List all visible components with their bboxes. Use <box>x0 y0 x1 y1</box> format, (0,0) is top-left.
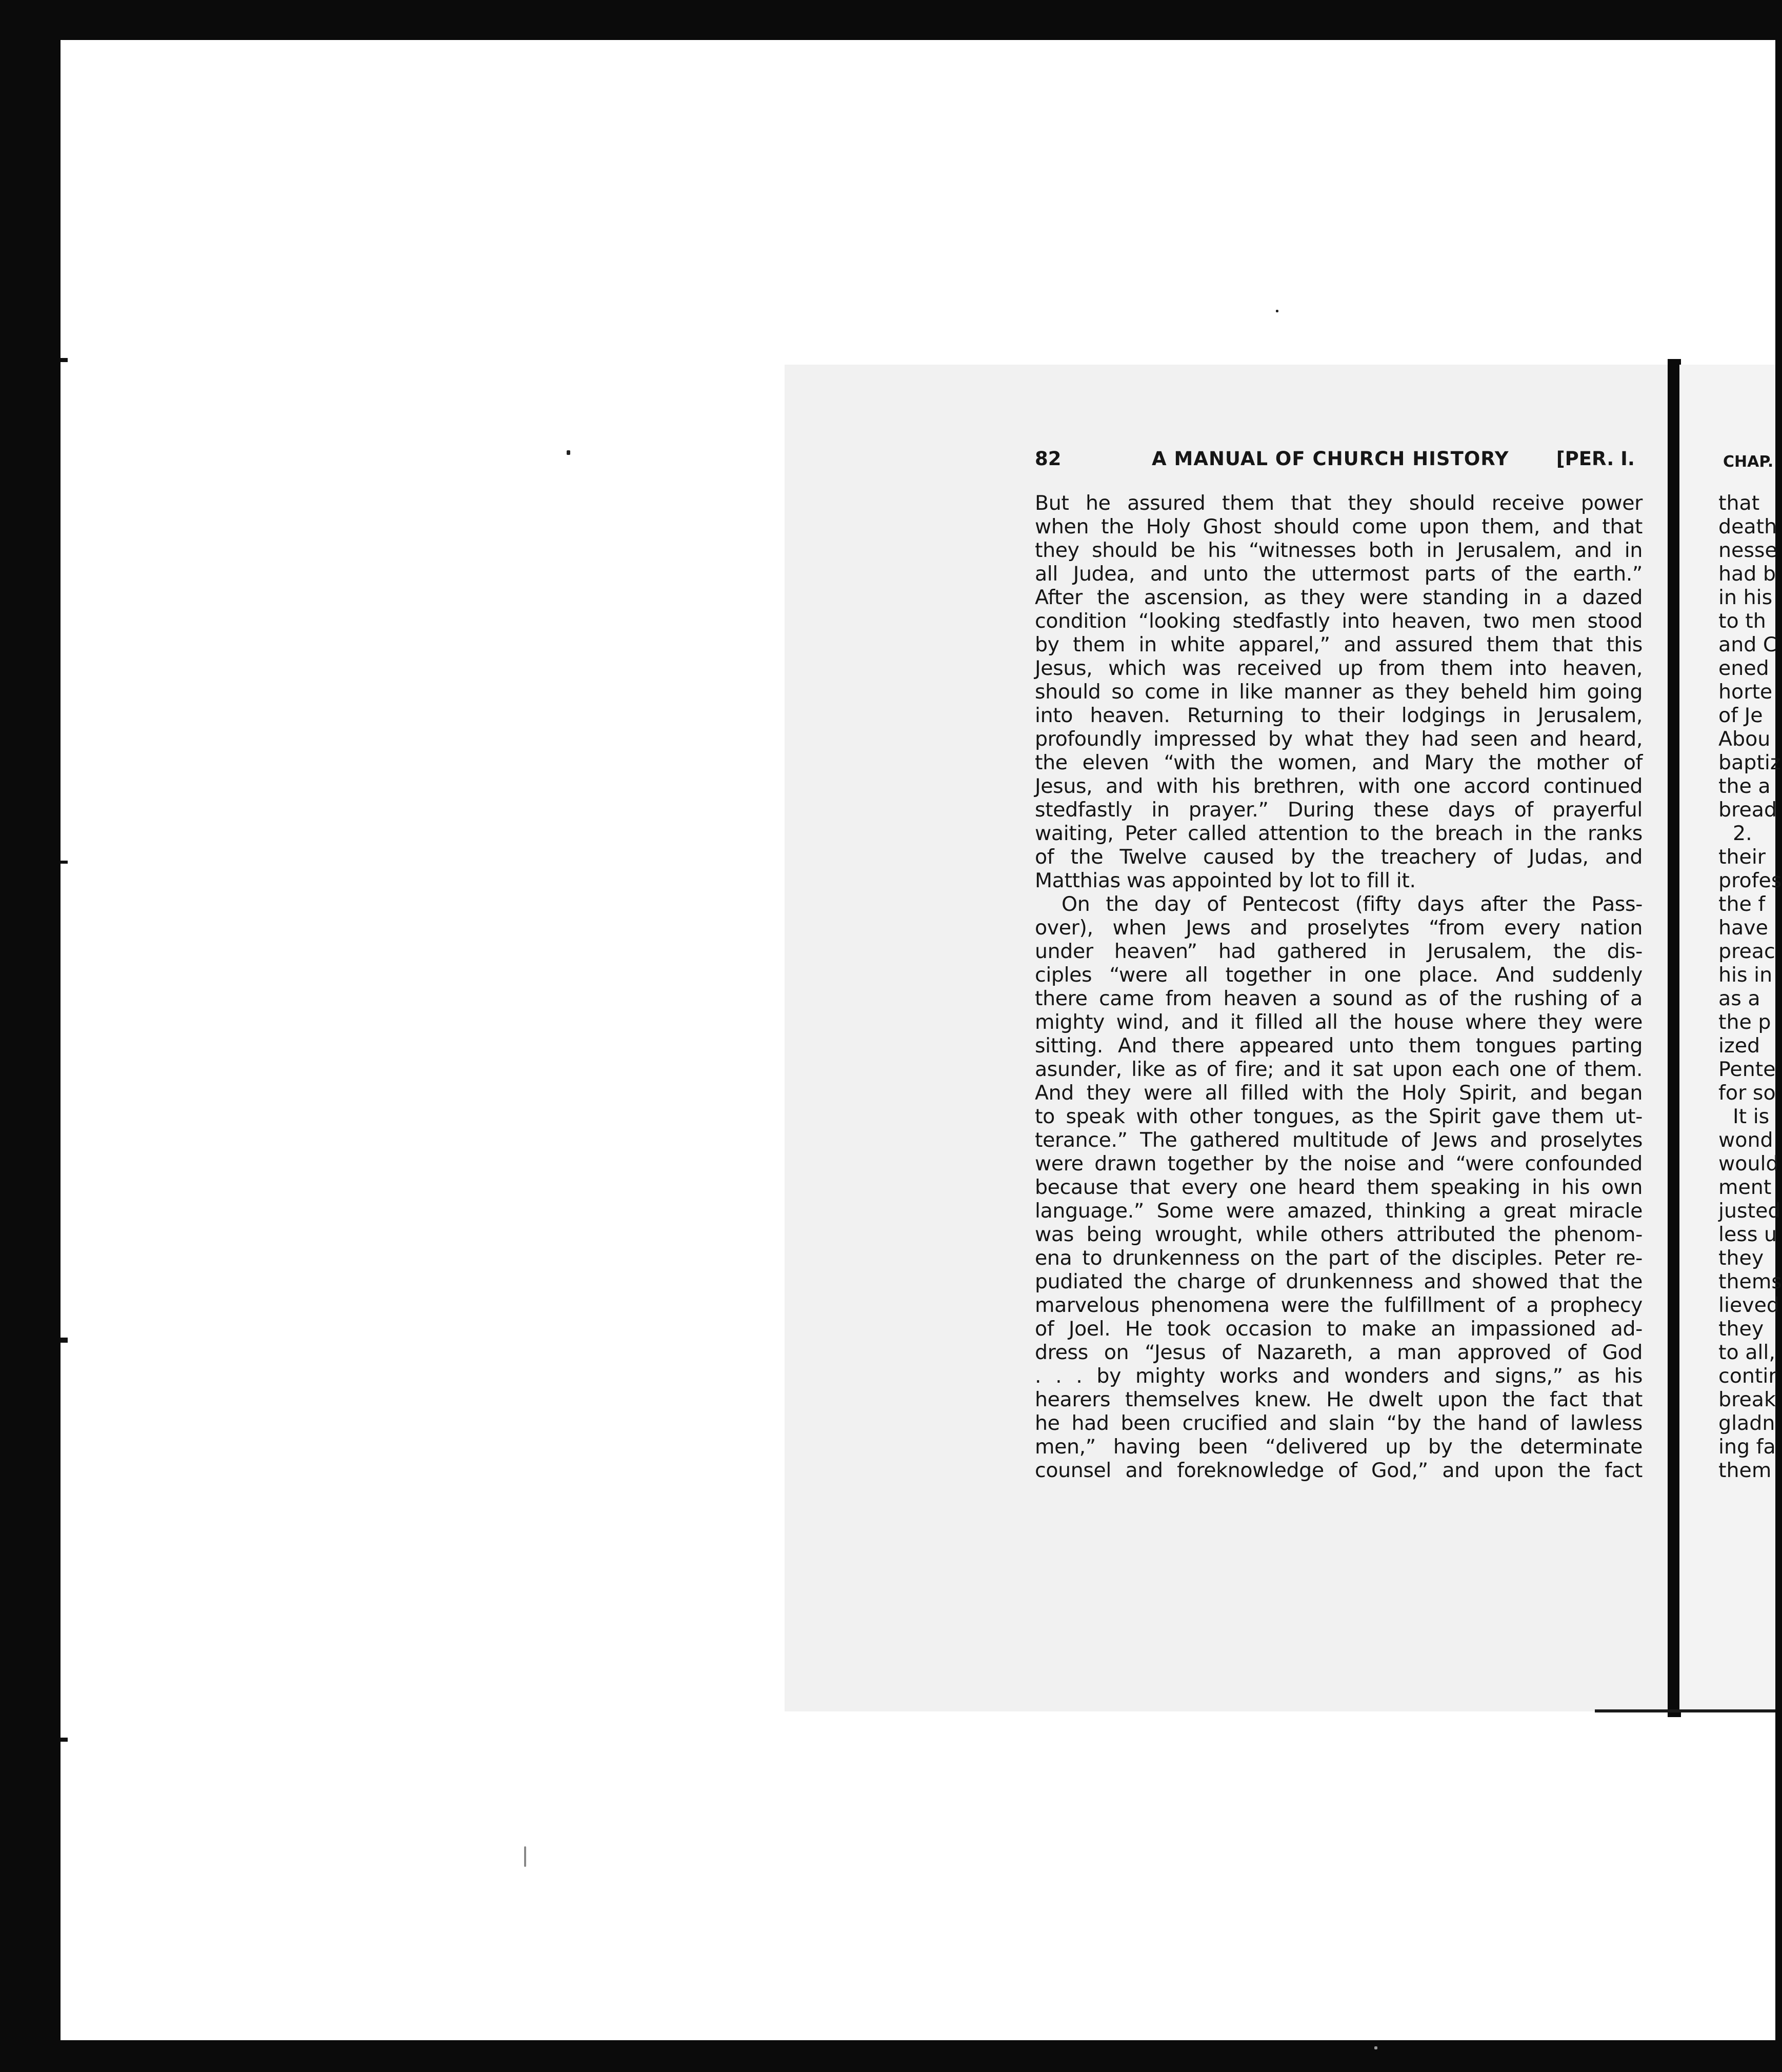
text-line: under heaven” had gathered in Jerusalem, the dis- <box>1035 940 1643 963</box>
body-text <box>1035 491 1643 1482</box>
text-line: because that every one heard them speaking in his own <box>1035 1176 1643 1199</box>
text-fragment: ened <box>1718 656 1769 680</box>
text-line: Jesus, and with his brethren, with one accord continued <box>1035 774 1643 798</box>
text-line: But he assured them that they should receive power <box>1035 491 1643 515</box>
text-line: they should be his “witnesses both in Jerusalem, and in <box>1035 539 1643 562</box>
right-body-text <box>1718 491 1782 1482</box>
text-fragment: thems <box>1718 1270 1782 1293</box>
book-title: A MANUAL OF CHURCH HISTORY <box>1152 448 1509 470</box>
edge-mark <box>61 861 68 864</box>
text-line: were drawn together by the noise and “were confounded <box>1035 1152 1643 1176</box>
text-line: of the Twelve caused by the treachery of Judas, and <box>1035 845 1643 869</box>
text-fragment: gladn <box>1718 1411 1775 1435</box>
text-fragment: baptiz <box>1718 751 1781 774</box>
text-fragment: wond <box>1718 1128 1773 1152</box>
text-fragment: ment <box>1718 1176 1772 1199</box>
edge-mark <box>61 1738 68 1742</box>
text-line: to speak with other tongues, as the Spirit gave them ut- <box>1035 1105 1643 1128</box>
text-line: stedfastly in prayer.” During these days of prayerful <box>1035 798 1643 822</box>
text-fragment: death <box>1718 515 1777 539</box>
text-line: profoundly impressed by what they had seen and heard, <box>1035 727 1643 751</box>
text-line: terance.” The gathered multitude of Jews and proselytes <box>1035 1128 1643 1152</box>
text-line: dress on “Jesus of Nazareth, a man approved of God <box>1035 1341 1643 1364</box>
text-line: Jesus, which was received up from them into heaven, <box>1035 656 1643 680</box>
text-fragment: that <box>1718 491 1760 515</box>
text-line: pudiated the charge of drunkenness and showed that the <box>1035 1270 1643 1293</box>
edge-mark <box>61 358 68 362</box>
text-fragment: lieved <box>1718 1293 1780 1317</box>
text-fragment: as a <box>1718 987 1760 1010</box>
text-line: mighty wind, and it filled all the house where they were <box>1035 1010 1643 1034</box>
text-line: language.” Some were amazed, thinking a great miracle <box>1035 1199 1643 1223</box>
text-fragment: less u <box>1718 1223 1777 1246</box>
text-line: of Joel. He took occasion to make an impassioned ad- <box>1035 1317 1643 1341</box>
text-fragment: of Je <box>1718 704 1763 727</box>
text-fragment: It is <box>1733 1105 1770 1128</box>
dust-speck <box>567 450 570 455</box>
text-line: Matthias was appointed by lot to fill it. <box>1035 869 1416 892</box>
text-fragment: them <box>1718 1459 1772 1482</box>
text-line: . . . by mighty works and wonders and signs,” as his <box>1035 1364 1643 1388</box>
text-line: condition “looking stedfastly into heaven, two men stood <box>1035 609 1643 633</box>
text-line: And they were all filled with the Holy Spirit, and began <box>1035 1081 1643 1105</box>
text-fragment: break <box>1718 1388 1776 1411</box>
text-line: he had been crucified and slain “by the hand of lawless <box>1035 1411 1643 1435</box>
text-fragment: 2. <box>1733 822 1752 845</box>
page-edge-shadow <box>1595 1709 1775 1712</box>
text-line: asunder, like as of fire; and it sat upon each one of them. <box>1035 1058 1643 1081</box>
text-line: all Judea, and unto the uttermost parts of the earth.” <box>1035 562 1643 586</box>
text-fragment: the p <box>1718 1010 1771 1034</box>
text-fragment: horte <box>1718 680 1773 704</box>
text-line: ciples “were all together in one place. And suddenly <box>1035 963 1643 987</box>
dust-speck <box>524 1846 526 1867</box>
text-fragment: ized <box>1718 1034 1760 1058</box>
page-number: 82 <box>1035 448 1062 470</box>
text-line: hearers themselves knew. He dwelt upon the fact that <box>1035 1388 1643 1411</box>
text-line: After the ascension, as they were standing in a dazed <box>1035 586 1643 609</box>
edge-mark <box>61 1338 68 1343</box>
running-head <box>1035 448 1635 479</box>
text-line: was being wrought, while others attributed the phenom- <box>1035 1223 1643 1246</box>
text-fragment: preac <box>1718 940 1775 963</box>
text-line: by them in white apparel,” and assured them that this <box>1035 633 1643 656</box>
text-line: men,” having been “delivered up by the determinate <box>1035 1435 1643 1459</box>
text-line: On the day of Pentecost (fifty days after the Pass- <box>1062 892 1643 916</box>
dust-speck <box>1276 310 1278 312</box>
text-fragment: the a <box>1718 774 1771 798</box>
text-line: counsel and foreknowledge of God,” and upon the fact <box>1035 1459 1643 1482</box>
text-fragment: for so <box>1718 1081 1776 1105</box>
text-fragment: his in <box>1718 963 1773 987</box>
text-line: the eleven “with the women, and Mary the mother of <box>1035 751 1643 774</box>
text-fragment: to th <box>1718 609 1766 633</box>
text-fragment: contir <box>1718 1364 1777 1388</box>
section-marker: [PER. I. <box>1556 448 1635 470</box>
text-fragment: they <box>1718 1246 1764 1270</box>
text-fragment: their <box>1718 845 1766 869</box>
text-line: marvelous phenomena were the fulfillment of a prophecy <box>1035 1293 1643 1317</box>
text-fragment: would <box>1718 1152 1779 1176</box>
text-fragment: in his <box>1718 586 1773 609</box>
text-fragment: had b <box>1718 562 1776 586</box>
text-fragment: profes <box>1718 869 1782 892</box>
text-fragment: to all, <box>1718 1341 1775 1364</box>
text-fragment: Pente <box>1718 1058 1776 1081</box>
text-line: into heaven. Returning to their lodgings in Jerusalem, <box>1035 704 1643 727</box>
text-fragment: have <box>1718 916 1768 940</box>
text-line: waiting, Peter called attention to the breach in the ranks <box>1035 822 1643 845</box>
dust-speck <box>1374 2046 1377 2049</box>
text-fragment: and C <box>1718 633 1777 656</box>
text-line: over), when Jews and proselytes “from every nation <box>1035 916 1643 940</box>
text-line: sitting. And there appeared unto them tongues parting <box>1035 1034 1643 1058</box>
text-fragment: the f <box>1718 892 1766 916</box>
text-fragment: justed <box>1718 1199 1781 1223</box>
text-line: there came from heaven a sound as of the rushing of a <box>1035 987 1643 1010</box>
text-line: when the Holy Ghost should come upon them, and that <box>1035 515 1643 539</box>
text-fragment: Abou <box>1718 727 1771 751</box>
text-fragment: nesse <box>1718 539 1777 562</box>
text-fragment: bread <box>1718 798 1777 822</box>
text-line: ena to drunkenness on the part of the disciples. Peter re- <box>1035 1246 1643 1270</box>
text-line: should so come in like manner as they beheld him going <box>1035 680 1643 704</box>
right-running-head: CHAP. <box>1723 453 1774 471</box>
text-fragment: ing fa <box>1718 1435 1776 1459</box>
text-fragment: they <box>1718 1317 1764 1341</box>
